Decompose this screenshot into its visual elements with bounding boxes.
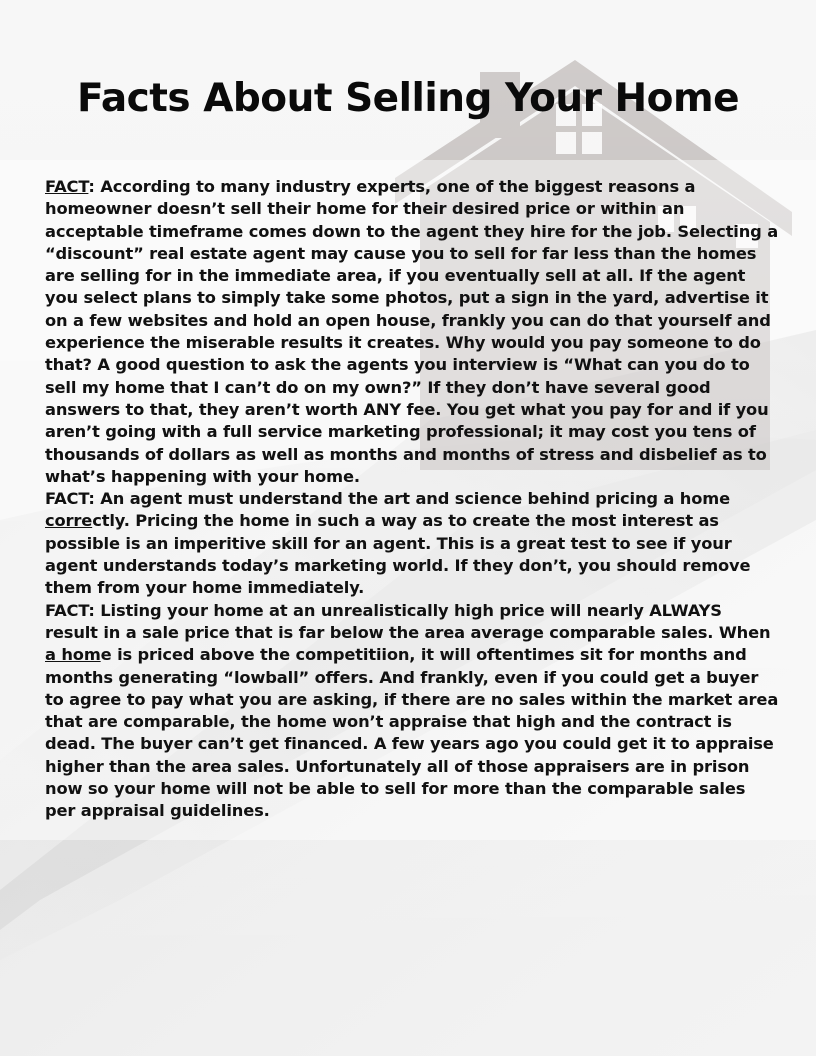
fact-text-start: FACT: Listing your home at an unrealistically high price will nearly ALWAYS result in a sale price that is far below the area average comparable sales. When (45, 600, 771, 642)
fact-label-colon: : (88, 177, 95, 196)
fact-text-end: ctly. Pricing the home in such a way as to create the most interest as possible is an imperitive skill for an agent. This is a great test to see if your agent understands today’s marketing world. If they don’t, you should remove them from your home immediately. (45, 511, 751, 598)
fact-text: According to many industry experts, one of the biggest reasons a homeowner doesn’t sell their home for their desired price or within an acceptable timeframe comes down to the agent they hire for the job. Selecting a “discount” real estate agent may cause you to sell for far less than the homes are selling for in the immediate area, if you eventually sell at all. If the agent you select plans to simply take some photos, put a sign in the yard, advertise it on a few websites and hold an open house, frankly you can do that yourself and experience the miserable results it creates. Why would you pay someone to do that? A good question to ask the agents you interview is “What can you do to sell my home that I can’t do on my own?” If they don’t have several good answers to that, they aren’t worth ANY fee. You get what you pay for and if you aren’t going with a full service marketing professional; it may cost you tens of thousands of dollars as well as months and months of stress and disbelief as to what’s happening with your home. (45, 177, 779, 486)
fact-paragraph-3 (45, 600, 779, 823)
underlined-fragment: a hom (45, 645, 101, 665)
fact-paragraph-2 (45, 488, 779, 599)
page-title: Facts About Selling Your Home (76, 76, 740, 121)
fact-paragraph-1 (45, 176, 779, 488)
document-body (45, 176, 779, 823)
fact-text-start: FACT: An agent must understand the art and science behind pricing a home (45, 489, 730, 509)
fact-label: FACT (45, 177, 89, 196)
underlined-fragment: corre (45, 511, 93, 531)
fact-text-end: e is priced above the competitiion, it will oftentimes sit for months and months generating “lowball” offers. And frankly, even if you could get a buyer to agree to pay what you are asking, if there are no sales within the market area that are comparable, the home won’t appraise that high and the contract is dead. The buyer can’t get financed. A few years ago you could get it to appraise higher than the area sales. Unfortunately all of those appraisers are in prison now so your home will not be able to sell for more than the comparable sales per appraisal guidelines. (45, 645, 779, 821)
